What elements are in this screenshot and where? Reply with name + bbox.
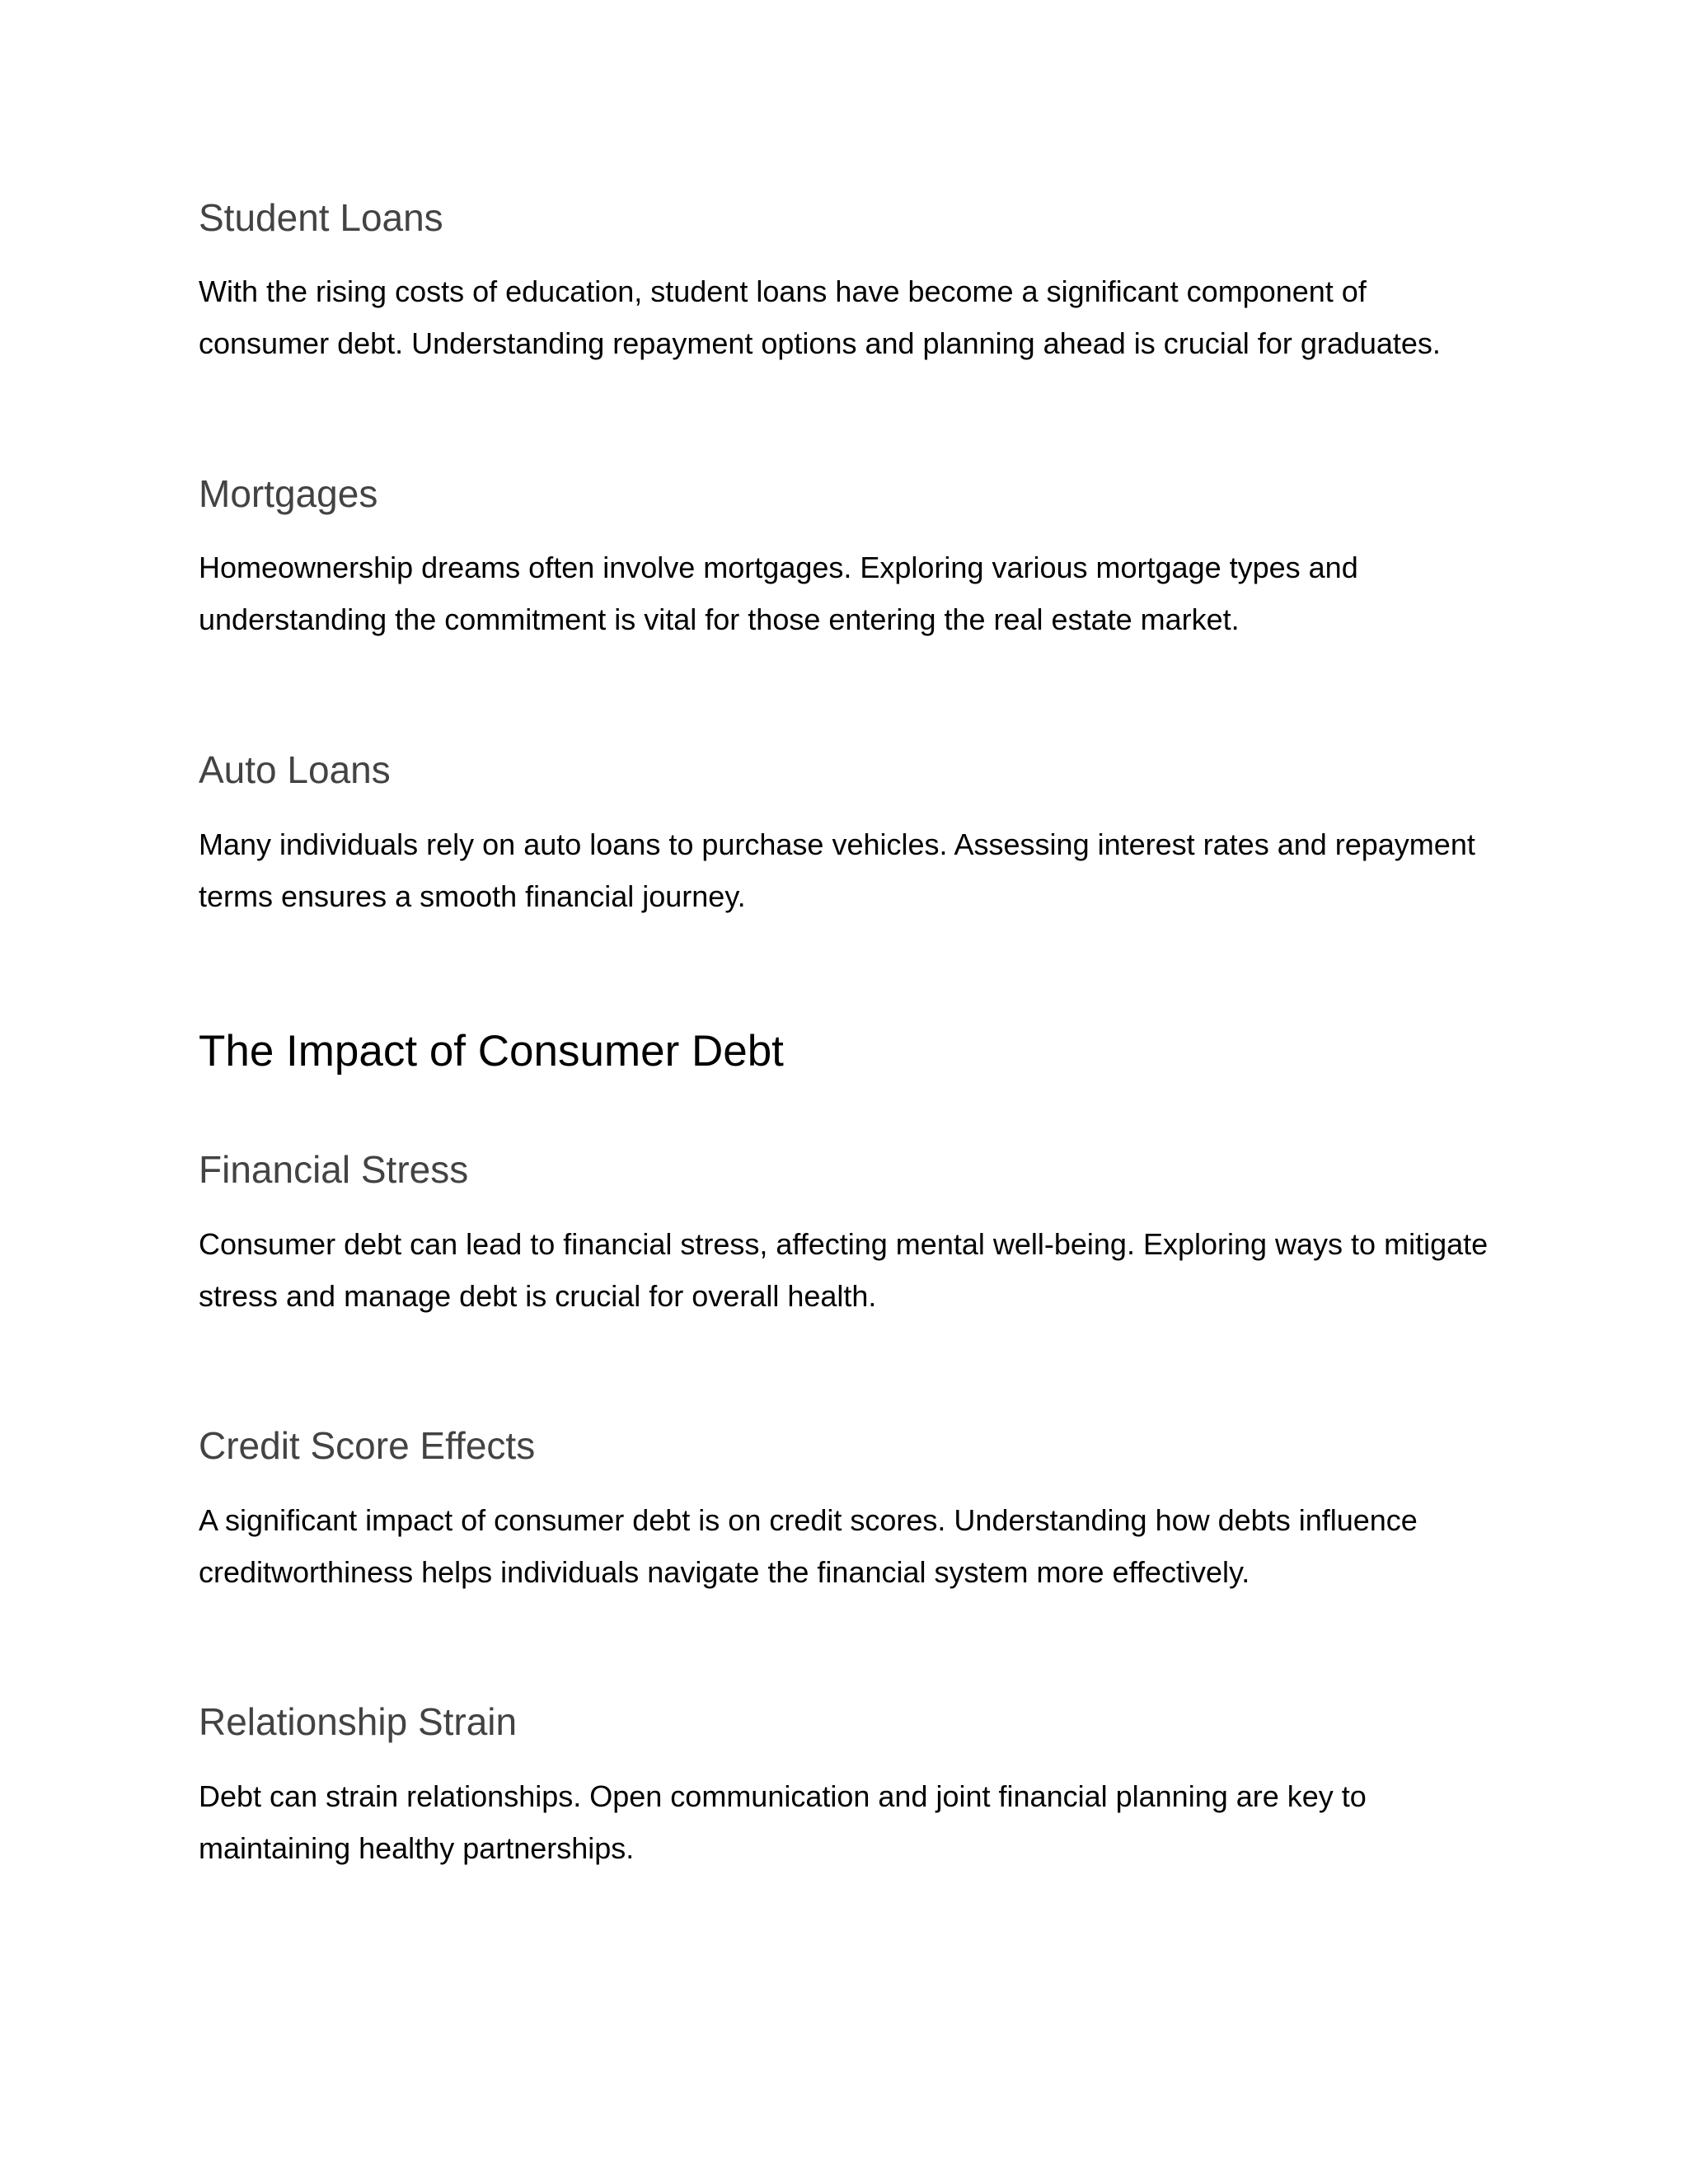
heading-credit-score-effects: Credit Score Effects [199,1424,536,1467]
heading-auto-loans: Auto Loans [199,748,391,791]
paragraph-financial-stress: Consumer debt can lead to financial stress, affecting mental well-being. Exploring ways to mitigate stress and manage debt is crucial for overall health. [199,1227,1489,1313]
heading-mortgages: Mortgages [199,472,378,515]
paragraph-student-loans: With the rising costs of education, student loans have become a significant component of consumer debt. Understanding repayment options and planning ahead is crucial for graduates. [199,274,1441,360]
heading-relationship-strain: Relationship Strain [199,1700,518,1743]
heading-student-loans: Student Loans [199,196,443,239]
heading-financial-stress: Financial Stress [199,1148,469,1191]
paragraph-auto-loans: Many individuals rely on auto loans to purchase vehicles. Assessing interest rates and repayment terms ensures a smooth financial journey. [199,827,1475,913]
heading-impact-of-consumer-debt: The Impact of Consumer Debt [199,1027,784,1076]
paragraph-relationship-strain: Debt can strain relationships. Open communication and joint financial planning are key to maintaining healthy partnerships. [199,1779,1367,1865]
paragraph-credit-score-effects: A significant impact of consumer debt is on credit scores. Understanding how debts influence creditworthiness helps individuals navigate the financial system more effectively. [199,1503,1418,1589]
paragraph-mortgages: Homeownership dreams often involve mortgages. Exploring various mortgage types and understanding the commitment is vital for those entering the real estate market. [199,551,1358,636]
